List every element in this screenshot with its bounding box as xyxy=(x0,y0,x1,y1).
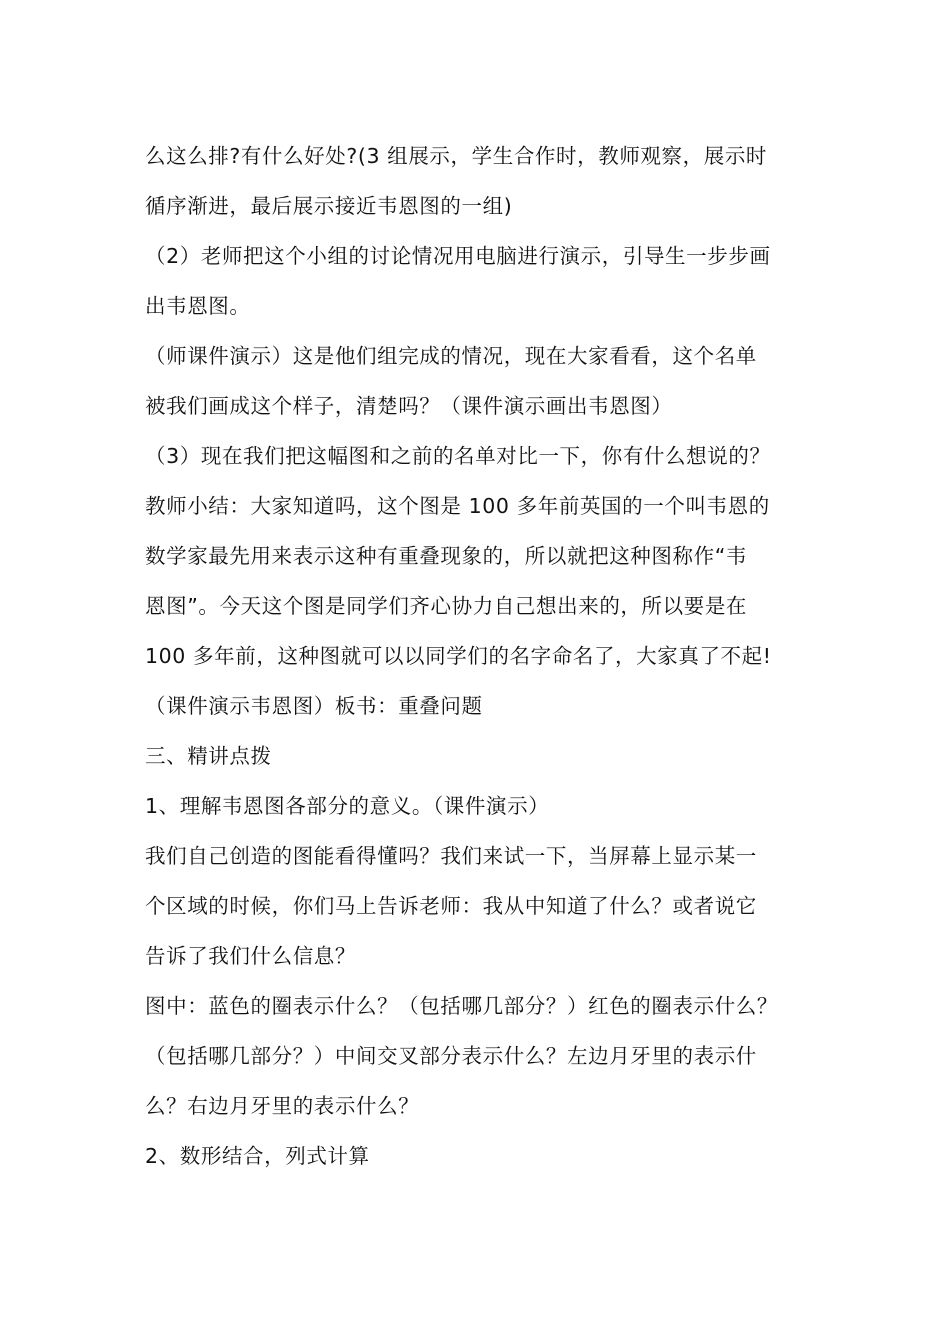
text-line: 我们自己创造的图能看得懂吗？我们来试一下，当屏幕上显示某一 xyxy=(145,844,757,868)
text-line: 恩图”。今天这个图是同学们齐心协力自己想出来的，所以要是在 xyxy=(145,594,748,618)
text-line: 被我们画成这个样子，清楚吗？（课件演示画出韦恩图） xyxy=(145,394,673,418)
text-line: 么这么排?有什么好处?(3 组展示，学生合作时，教师观察，展示时 xyxy=(145,144,768,168)
text-line: 图中：蓝色的圈表示什么？（包括哪几部分？）红色的圈表示什么？ xyxy=(145,994,778,1018)
text-line: （课件演示韦恩图）板书：重叠问题 xyxy=(145,694,483,718)
text-line: （3）现在我们把这幅图和之前的名单对比一下，你有什么想说的？ xyxy=(145,444,771,468)
section-heading: 三、精讲点拨 xyxy=(145,744,272,768)
subsection-heading: 2、数形结合，列式计算 xyxy=(145,1144,370,1168)
text-line: 么？右边月牙里的表示什么？ xyxy=(145,1094,420,1118)
text-line: 数学家最先用来表示这种有重叠现象的，所以就把这种图称作“韦 xyxy=(145,544,748,568)
document-body xyxy=(145,131,820,1181)
text-line: （2）老师把这个小组的讨论情况用电脑进行演示，引导生一步步画 xyxy=(145,244,771,268)
text-line: 个区域的时候，你们马上告诉老师：我从中知道了什么？或者说它 xyxy=(145,894,757,918)
text-line: 循序渐进，最后展示接近韦恩图的一组) xyxy=(145,194,513,218)
text-line: （师课件演示）这是他们组完成的情况，现在大家看看，这个名单 xyxy=(145,344,757,368)
text-line: （包括哪几部分？）中间交叉部分表示什么？左边月牙里的表示什 xyxy=(145,1044,757,1068)
text-line: 100 多年前，这种图就可以以同学们的名字命名了，大家真了不起! xyxy=(145,644,772,668)
subsection-heading: 1、理解韦恩图各部分的意义。（课件演示） xyxy=(145,794,550,818)
text-line: 教师小结：大家知道吗，这个图是 100 多年前英国的一个叫韦恩的 xyxy=(145,494,770,518)
text-line: 告诉了我们什么信息？ xyxy=(145,944,356,968)
text-line: 出韦恩图。 xyxy=(145,294,251,318)
